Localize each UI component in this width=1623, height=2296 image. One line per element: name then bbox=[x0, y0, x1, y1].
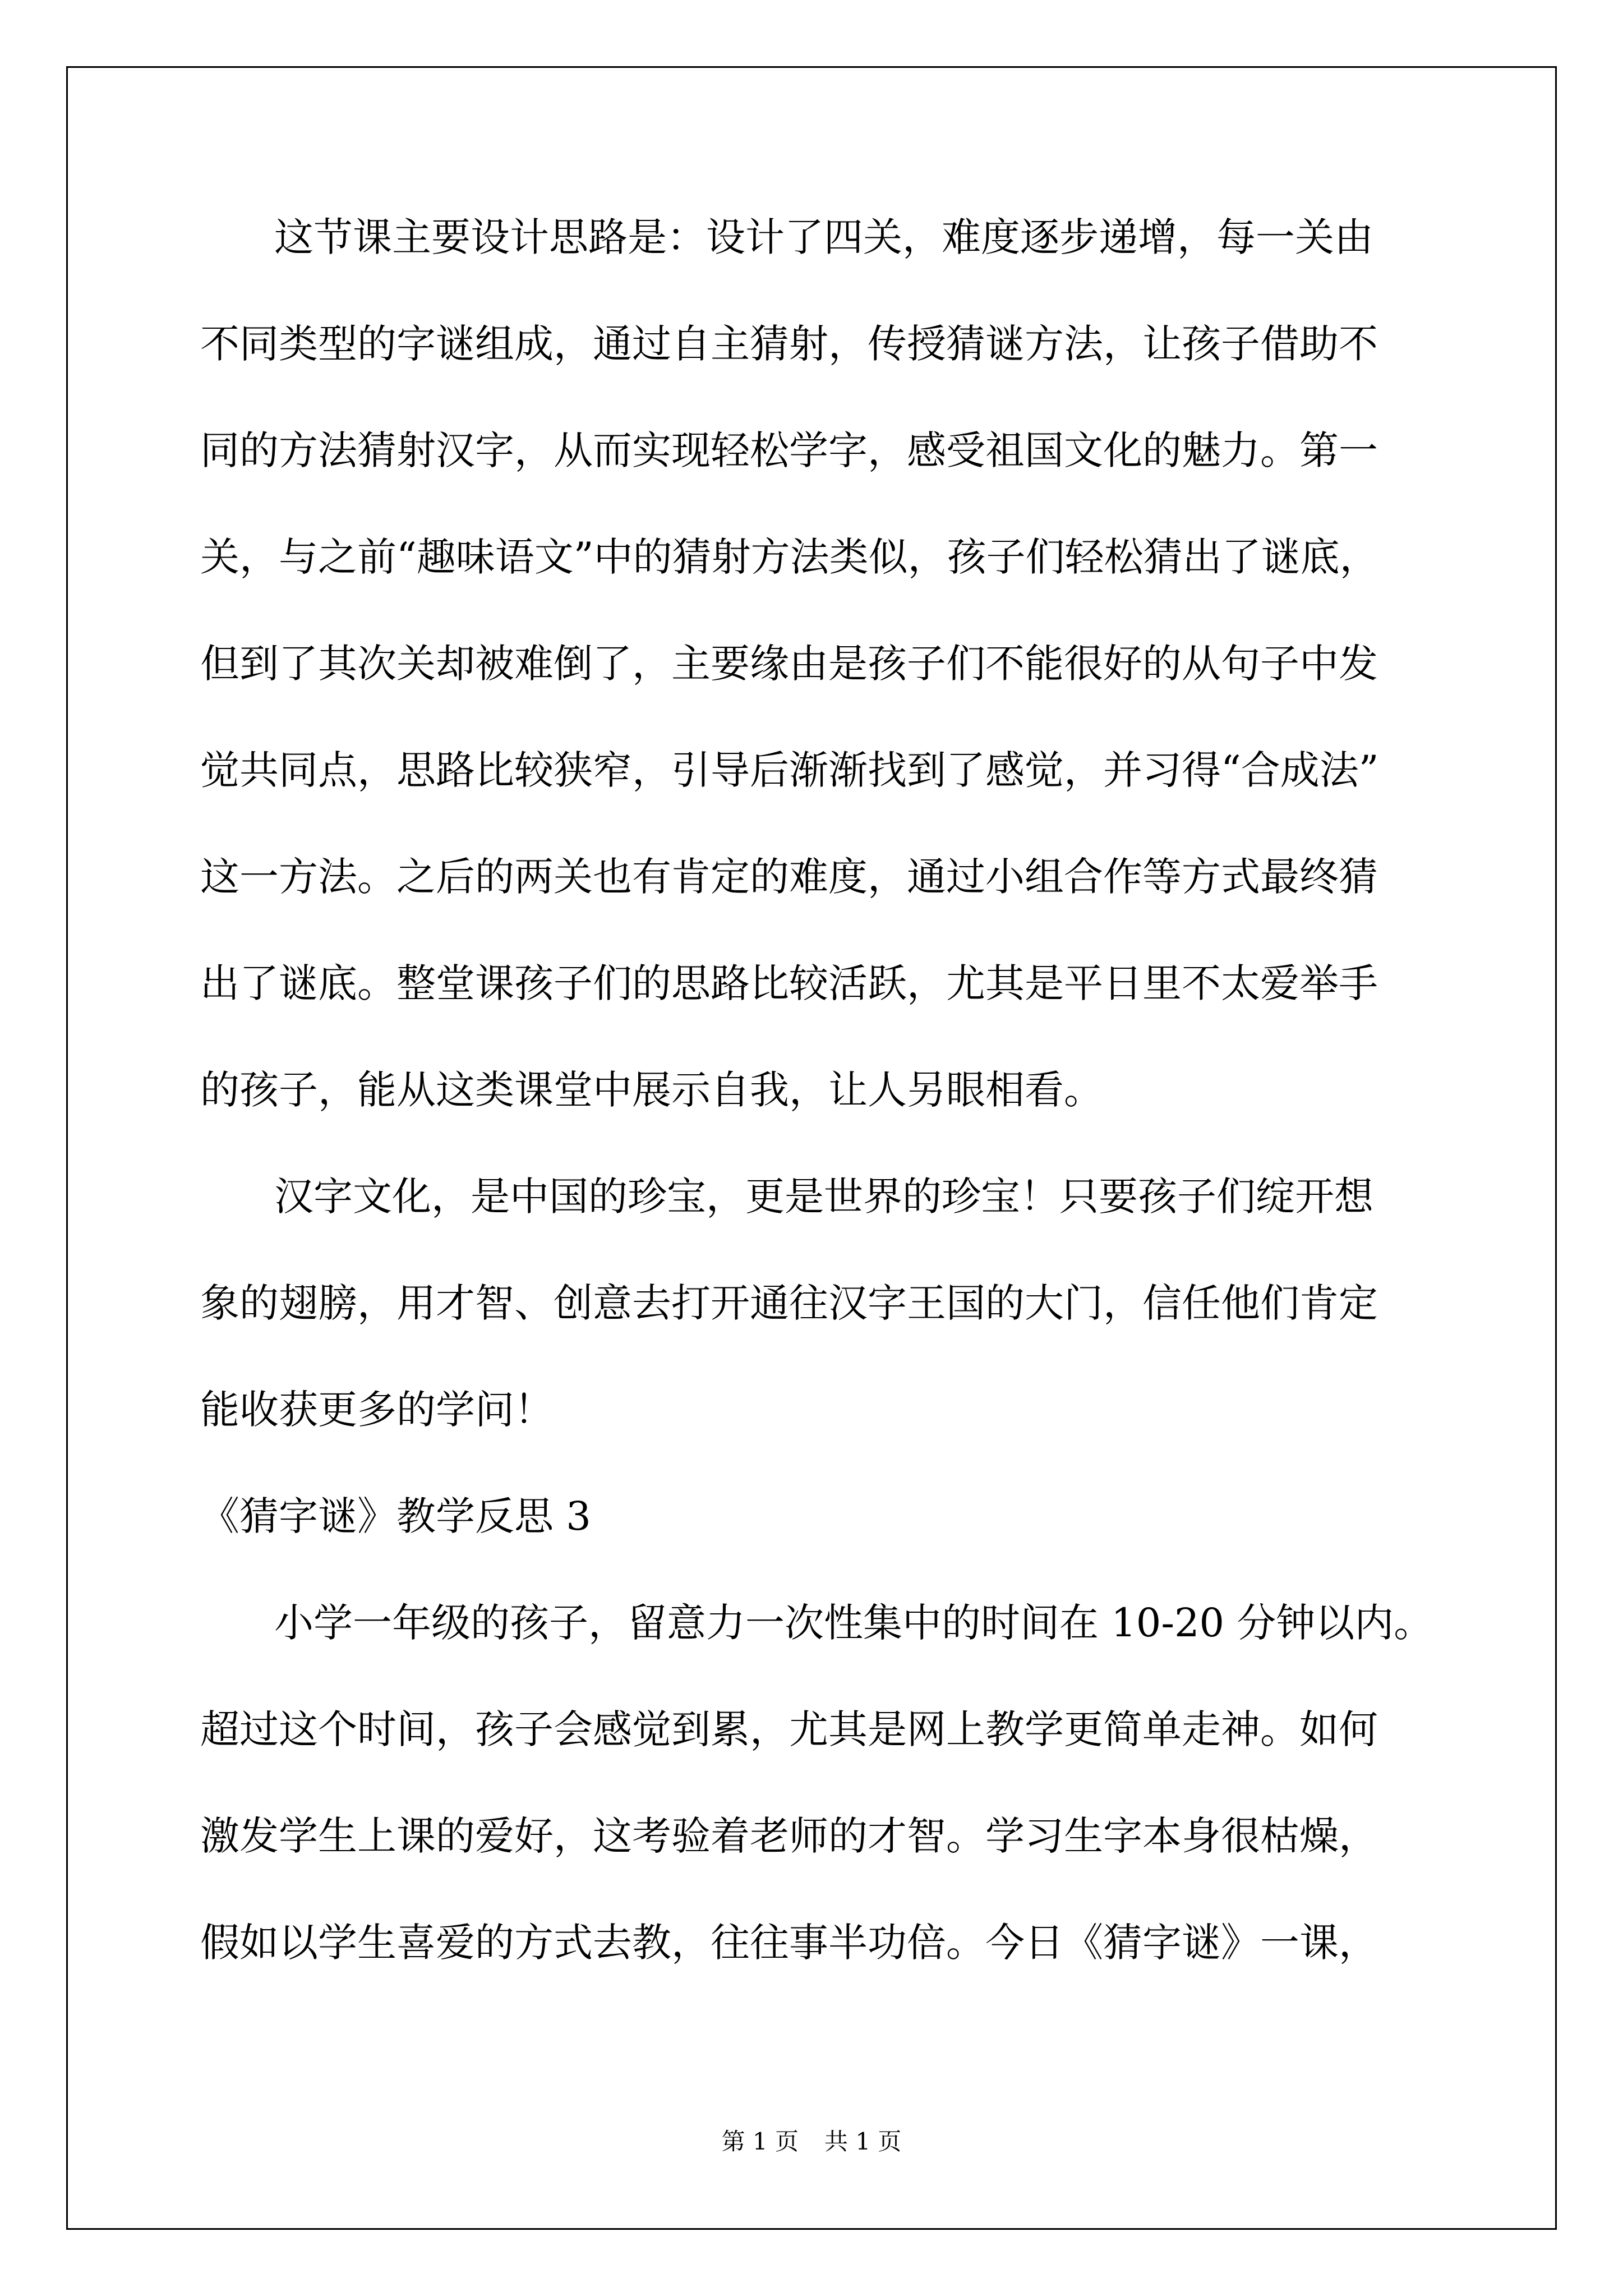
text-line: 这一方法。之后的两关也有肯定的难度，通过小组合作等方式最终猜 bbox=[200, 854, 1378, 900]
text-line: 象的翅膀，用才智、创意去打开通往汉字王国的大门，信任他们肯定 bbox=[200, 1280, 1378, 1326]
text-line: 同的方法猜射汉字，从而实现轻松学字，感受祖国文化的魅力。第一 bbox=[200, 427, 1378, 473]
text-line: 汉字文化，是中国的珍宝，更是世界的珍宝！只要孩子们绽开想 bbox=[274, 1174, 1373, 1220]
text-line: 关，与之前“趣味语文”中的猜射方法类似，孩子们轻松猜出了谜底， bbox=[200, 534, 1379, 580]
page-footer bbox=[0, 2125, 1623, 2159]
text-line: 超过这个时间，孩子会感觉到累，尤其是网上教学更简单走神。如何 bbox=[200, 1706, 1378, 1752]
text-line: 假如以学生喜爱的方式去教，往往事半功倍。今日《猜字谜》一课， bbox=[200, 1920, 1378, 1966]
section-heading: 《猜字谜》教学反思 3 bbox=[200, 1493, 591, 1539]
text-line: 不同类型的字谜组成，通过自主猜射，传授猜谜方法，让孩子借助不 bbox=[200, 321, 1378, 367]
text-line: 这节课主要设计思路是：设计了四关，难度逐步递增，每一关由 bbox=[274, 214, 1373, 260]
paragraph-3 bbox=[200, 1596, 1468, 1970]
page-total: 共 1 页 bbox=[824, 2128, 902, 2155]
paragraph-1 bbox=[200, 210, 1468, 1117]
text-line: 能收获更多的学问！ bbox=[200, 1387, 554, 1433]
document-body bbox=[200, 210, 1468, 2022]
page-number: 第 1 页 bbox=[721, 2128, 799, 2155]
text-line: 激发学生上课的爱好，这考验着老师的才智。学习生字本身很枯燥， bbox=[200, 1813, 1378, 1859]
text-line: 觉共同点，思路比较狭窄，引导后渐渐找到了感觉，并习得“合成法” bbox=[200, 747, 1379, 793]
text-line: 小学一年级的孩子，留意力一次性集中的时间在 10-20 分钟以内。 bbox=[274, 1600, 1433, 1646]
paragraph-2 bbox=[200, 1170, 1468, 1437]
text-line: 的孩子，能从这类课堂中展示自我，让人另眼相看。 bbox=[200, 1067, 1103, 1113]
text-line: 但到了其次关却被难倒了，主要缘由是孩子们不能很好的从句子中发 bbox=[200, 641, 1378, 687]
text-line: 出了谜底。整堂课孩子们的思路比较活跃，尤其是平日里不太爱举手 bbox=[200, 960, 1378, 1006]
